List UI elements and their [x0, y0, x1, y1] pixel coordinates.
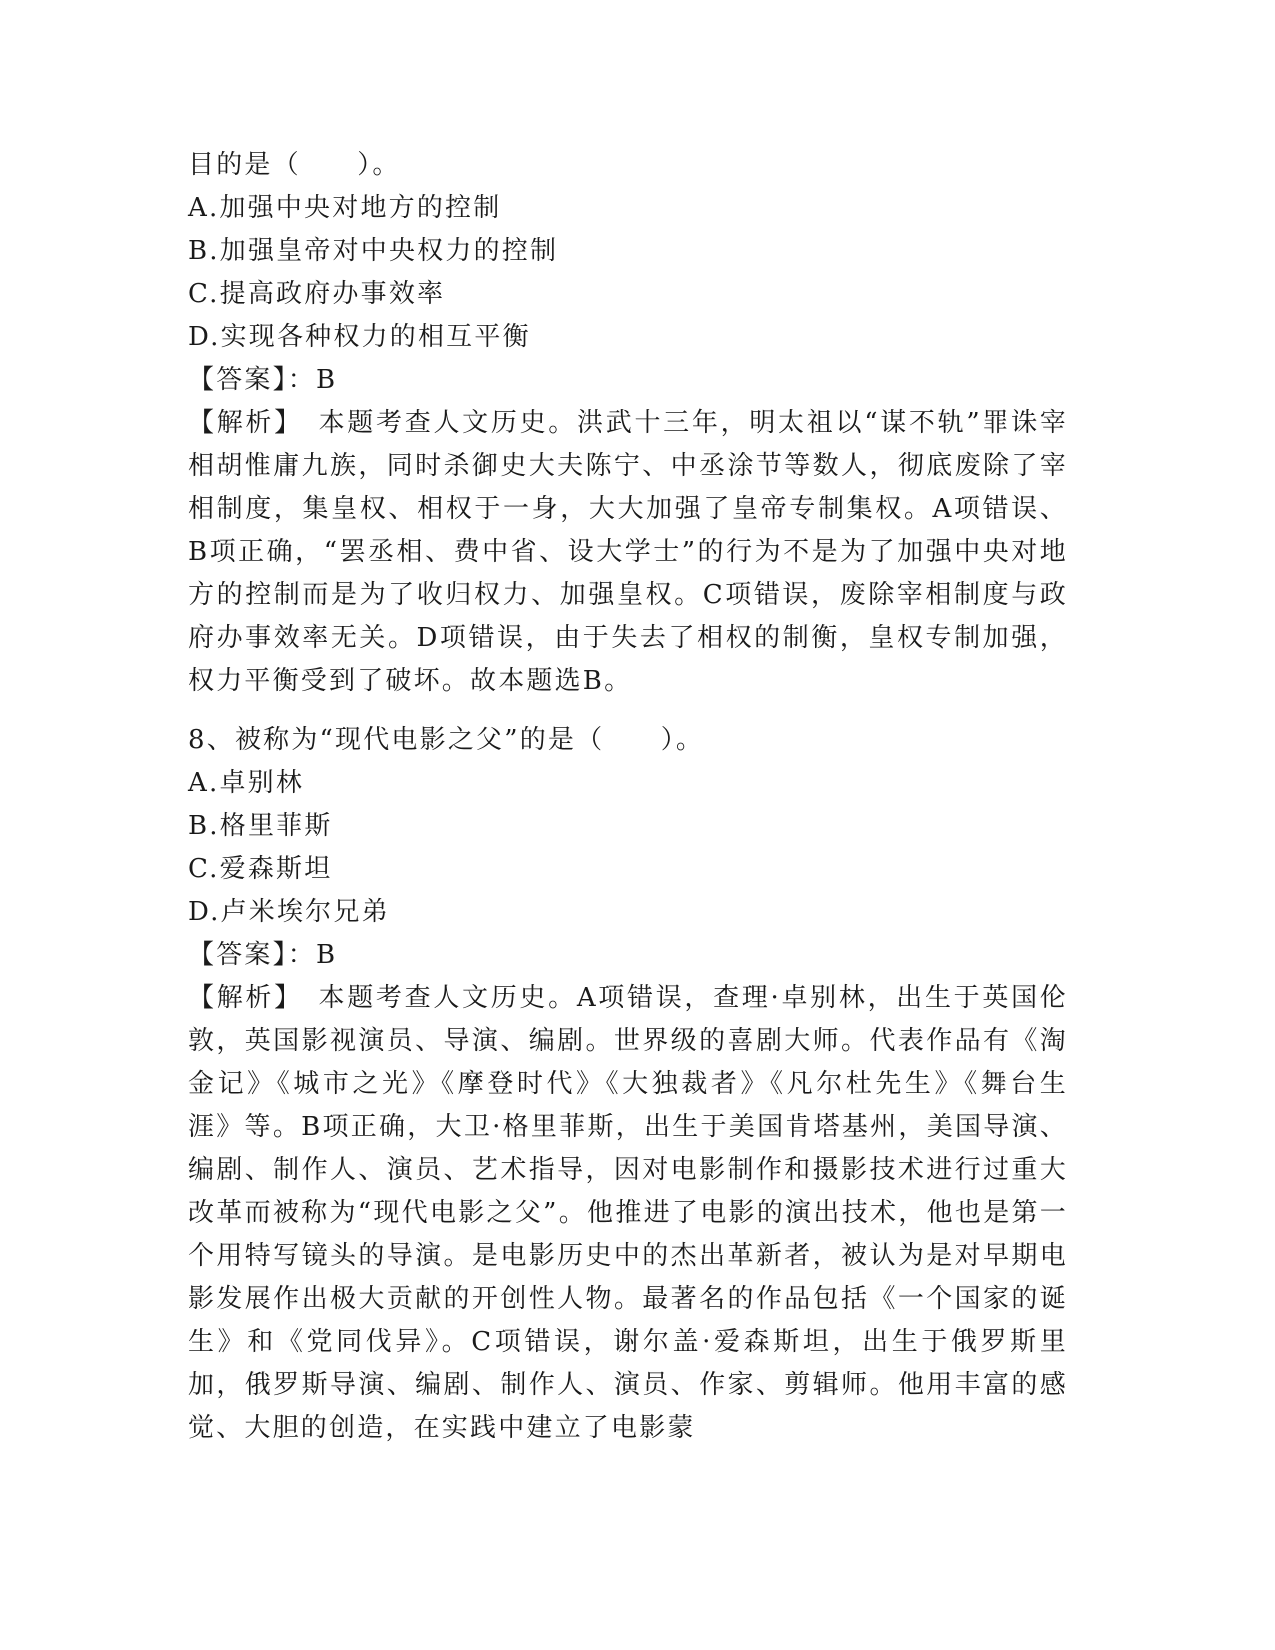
- question-8-stem: 8、被称为“现代电影之父”的是（ ）。: [188, 725, 705, 755]
- question-8-option-c: C.爱森斯坦: [188, 854, 333, 884]
- question-8-option-b: B.格里菲斯: [188, 811, 333, 841]
- question-7-option-c: C.提高政府办事效率: [188, 279, 446, 309]
- question-7-stem-tail: 目的是（ ）。: [188, 150, 401, 180]
- question-8-analysis: 【解析】 本题考查人文历史。A项错误，查理·卓别林，出生于英国伦敦，英国影视演员、导演、编剧。世界级的喜剧大师。代表作品有《淘金记》《城市之光》《摩登时代》《大独裁者》《凡尔杜先生》《舞台生涯》等。B项正确，大卫·格里菲斯，出生于美国肯塔基州，美国导演、编剧、制作人、演员、艺术指导，因对电影制作和摄影技术进行过重大改革而被称为“现代电影之父”。他推进了电影的演出技术，他也是第一个用特写镜头的导演。是电影历史中的杰出革新者，被认为是对早期电影发展作出极大贡献的开创性人物。最著名的作品包括《一个国家的诞生》和《党同伐异》。C项错误，谢尔盖·爱森斯坦，出生于俄罗斯里加，俄罗斯导演、编剧、制作人、演员、作家、剪辑师。他用丰富的感觉、大胆的创造，在实践中建立了电影蒙: [188, 983, 1068, 1443]
- question-7-option-a: A.加强中央对地方的控制: [188, 193, 502, 223]
- question-8-option-d: D.卢米埃尔兄弟: [188, 897, 390, 927]
- question-7-option-d: D.实现各种权力的相互平衡: [188, 322, 531, 352]
- question-7-answer: 【答案】：B: [188, 365, 338, 395]
- question-8-option-a: A.卓别林: [188, 768, 305, 798]
- question-7-analysis: 【解析】 本题考查人文历史。洪武十三年，明太祖以“谋不轨”罪诛宰相胡惟庸九族，同时杀御史大夫陈宁、中丞涂节等数人，彻底废除了宰相制度，集皇权、相权于一身，大大加强了皇帝专制集权。A项错误、B项正确，“罢丞相、费中省、设大学士”的行为不是为了加强中央对地方的控制而是为了收归权力、加强皇权。C项错误，废除宰相制度与政府办事效率无关。D项错误，由于失去了相权的制衡，皇权专制加强，权力平衡受到了破坏。故本题选B。: [188, 408, 1068, 696]
- question-7-option-b: B.加强皇帝对中央权力的控制: [188, 236, 559, 266]
- page-content: [188, 144, 1068, 1450]
- question-spacer: [188, 703, 1068, 719]
- question-8-answer: 【答案】：B: [188, 940, 338, 970]
